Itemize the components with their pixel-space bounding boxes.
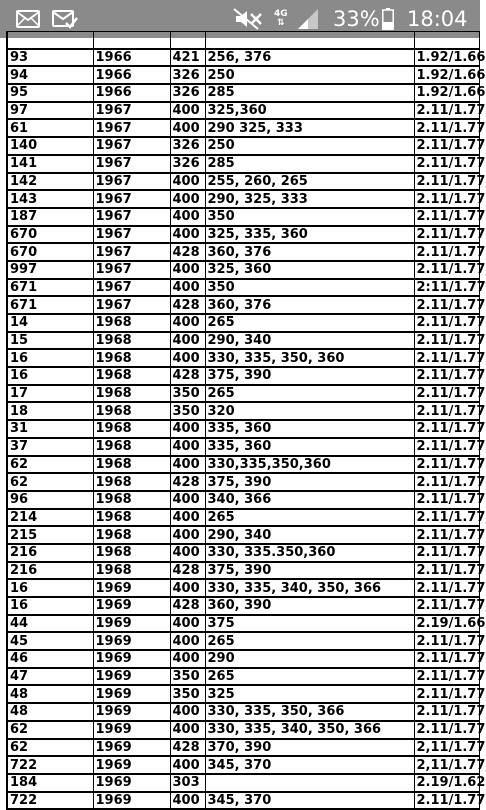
table-cell: 2.11/1.77 xyxy=(414,438,479,456)
table-row xyxy=(7,49,479,67)
table-cell: 47 xyxy=(7,668,93,686)
table-row xyxy=(7,562,479,580)
table-cell: 1969 xyxy=(93,597,170,615)
table-row xyxy=(7,597,479,615)
table-cell: 1969 xyxy=(93,756,170,774)
table-cell: 1967 xyxy=(93,119,170,137)
table-row xyxy=(7,66,479,84)
table-row xyxy=(7,792,479,810)
table-cell: 2:11/1.77 xyxy=(414,279,479,297)
table-cell: 2.11/1.77 xyxy=(414,597,479,615)
table-cell: 16 xyxy=(7,349,93,367)
clock: 18:04 xyxy=(407,7,468,31)
table-cell: 187 xyxy=(7,208,93,226)
table-cell: 2.11/1.77 xyxy=(414,456,479,474)
table-cell: 428 xyxy=(170,243,205,261)
table-cell: 326 xyxy=(170,84,205,102)
table-cell: 2.11/1.77 xyxy=(414,226,479,244)
table-cell: 143 xyxy=(7,190,93,208)
table-cell: 285 xyxy=(205,84,414,102)
table-cell: 2.11/1.77 xyxy=(414,668,479,686)
table-cell xyxy=(205,774,414,792)
table-row xyxy=(7,155,479,173)
table-row xyxy=(7,279,479,297)
table-viewport[interactable] xyxy=(0,38,486,808)
table-cell: 375, 390 xyxy=(205,473,414,491)
table-row xyxy=(7,615,479,633)
table-cell: 1967 xyxy=(93,243,170,261)
table-cell: 400 xyxy=(170,332,205,350)
table-cell: 400 xyxy=(170,491,205,509)
table-cell: 265 xyxy=(205,314,414,332)
table-cell: 1968 xyxy=(93,456,170,474)
table-cell: 1967 xyxy=(93,102,170,120)
table-cell: 345, 370 xyxy=(205,756,414,774)
table-cell: 335, 360 xyxy=(205,420,414,438)
table-cell: 2.11/1.77 xyxy=(414,137,479,155)
table-cell: 335, 360 xyxy=(205,438,414,456)
table-cell: 670 xyxy=(7,243,93,261)
table-cell: 1968 xyxy=(93,544,170,562)
table-cell: 1969 xyxy=(93,703,170,721)
table-cell: 1968 xyxy=(93,491,170,509)
table-cell: 255, 260, 265 xyxy=(205,173,414,191)
table-cell: 31 xyxy=(7,420,93,438)
table-row xyxy=(7,367,479,385)
table-cell: 94 xyxy=(7,66,93,84)
table-cell: 340, 366 xyxy=(205,491,414,509)
data-table xyxy=(6,31,486,810)
table-cell: 350 xyxy=(205,279,414,297)
table-cell: 330, 335, 350, 360 xyxy=(205,349,414,367)
table-cell: 1968 xyxy=(93,526,170,544)
table-row xyxy=(7,685,479,703)
table-cell: 400 xyxy=(170,208,205,226)
table-cell xyxy=(414,32,479,49)
table-cell: 400 xyxy=(170,721,205,739)
table-cell: 2.11/1.77 xyxy=(414,367,479,385)
table-row xyxy=(7,226,479,244)
table-cell: 96 xyxy=(7,491,93,509)
table-row xyxy=(7,668,479,686)
table-cell: 2.11/1.77 xyxy=(414,173,479,191)
table-cell: 671 xyxy=(7,279,93,297)
table-cell: 61 xyxy=(7,119,93,137)
table-row xyxy=(7,721,479,739)
table-cell: 2.11/1.77 xyxy=(414,155,479,173)
table-cell: 62 xyxy=(7,721,93,739)
table-cell: 2.11/1.77 xyxy=(414,119,479,137)
table-cell: 1.92/1.66 xyxy=(414,84,479,102)
table-cell: 2.11/1.77 xyxy=(414,685,479,703)
table-cell: 184 xyxy=(7,774,93,792)
table-cell: 1968 xyxy=(93,385,170,403)
table-cell: 2.11/1.77 xyxy=(414,402,479,420)
table-cell: 16 xyxy=(7,367,93,385)
table-cell: 325,360 xyxy=(205,102,414,120)
table-cell: 320 xyxy=(205,402,414,420)
table-cell: 330,335,350,360 xyxy=(205,456,414,474)
table-cell: 290, 325, 333 xyxy=(205,190,414,208)
table-cell: 216 xyxy=(7,544,93,562)
table-cell: 1966 xyxy=(93,49,170,67)
table-cell: 400 xyxy=(170,119,205,137)
table-cell: 400 xyxy=(170,102,205,120)
table-cell: 1969 xyxy=(93,685,170,703)
table-cell: 722 xyxy=(7,792,93,810)
table-cell xyxy=(205,32,414,49)
table-row xyxy=(7,632,479,650)
table-cell: 400 xyxy=(170,314,205,332)
table-row xyxy=(7,314,479,332)
table-cell: 1.92/1.66 xyxy=(414,49,479,67)
table-cell: 265 xyxy=(205,632,414,650)
table-cell: 15 xyxy=(7,332,93,350)
table-cell: 95 xyxy=(7,84,93,102)
table-cell: 400 xyxy=(170,456,205,474)
table-cell: 428 xyxy=(170,296,205,314)
network-type-label: 4G xyxy=(274,9,288,19)
table-cell: 2.11/1.77 xyxy=(414,632,479,650)
table-cell: 375 xyxy=(205,615,414,633)
table-cell: 290 325, 333 xyxy=(205,119,414,137)
table-cell: 62 xyxy=(7,473,93,491)
table-cell: 93 xyxy=(7,49,93,67)
table-cell: 421 xyxy=(170,49,205,67)
table-row xyxy=(7,385,479,403)
table-cell: 2.19/1.66 xyxy=(414,615,479,633)
table-cell: 215 xyxy=(7,526,93,544)
table-cell: 265 xyxy=(205,509,414,527)
table-cell: 1968 xyxy=(93,332,170,350)
table-row xyxy=(7,544,479,562)
table-cell: 428 xyxy=(170,562,205,580)
table-cell: 285 xyxy=(205,155,414,173)
table-cell: 2.11/1.77 xyxy=(414,544,479,562)
table-cell: 360, 390 xyxy=(205,597,414,615)
table-row xyxy=(7,650,479,668)
table-cell: 62 xyxy=(7,739,93,757)
table-cell: 400 xyxy=(170,650,205,668)
table-cell: 2.11/1.77 xyxy=(414,190,479,208)
table-cell: 1968 xyxy=(93,438,170,456)
table-cell: 256, 376 xyxy=(205,49,414,67)
table-cell: 45 xyxy=(7,632,93,650)
table-cell: 997 xyxy=(7,261,93,279)
table-cell: 2.11/1.77 xyxy=(414,562,479,580)
table-cell: 2.11/1.77 xyxy=(414,473,479,491)
table-cell: 400 xyxy=(170,279,205,297)
table-cell: 400 xyxy=(170,509,205,527)
table-cell: 1966 xyxy=(93,66,170,84)
table-cell: 1968 xyxy=(93,473,170,491)
table-cell: 2.11/1.77 xyxy=(414,349,479,367)
table-row xyxy=(7,473,479,491)
table-cell xyxy=(170,32,205,49)
table-cell: 1967 xyxy=(93,261,170,279)
table-row xyxy=(7,739,479,757)
table-cell: 290 xyxy=(205,650,414,668)
table-cell: 1969 xyxy=(93,632,170,650)
table-cell: 670 xyxy=(7,226,93,244)
table-row xyxy=(7,774,479,792)
table-row xyxy=(7,261,479,279)
table-row xyxy=(7,526,479,544)
table-cell: 290, 340 xyxy=(205,526,414,544)
table-cell: 1967 xyxy=(93,279,170,297)
table-row xyxy=(7,190,479,208)
table-cell: 400 xyxy=(170,526,205,544)
table-cell: 2.11/1.77 xyxy=(414,721,479,739)
table-cell: 350 xyxy=(170,402,205,420)
table-cell: 350 xyxy=(205,208,414,226)
table-cell: 16 xyxy=(7,597,93,615)
table-row xyxy=(7,420,479,438)
table-row xyxy=(7,84,479,102)
table-cell: 62 xyxy=(7,456,93,474)
table-body xyxy=(7,32,486,810)
table-row xyxy=(7,402,479,420)
table-cell: 1967 xyxy=(93,155,170,173)
table-cell: 46 xyxy=(7,650,93,668)
table-cell: 325 xyxy=(205,685,414,703)
table-cell: 1968 xyxy=(93,367,170,385)
table-cell: 400 xyxy=(170,544,205,562)
table-cell: 400 xyxy=(170,615,205,633)
table-cell: 303 xyxy=(170,774,205,792)
table-cell: 1969 xyxy=(93,774,170,792)
table-cell: 1969 xyxy=(93,579,170,597)
table-row xyxy=(7,243,479,261)
table-row-partial xyxy=(7,32,479,49)
table-row xyxy=(7,296,479,314)
table-cell: 265 xyxy=(205,385,414,403)
table-cell: 2.11/1.77 xyxy=(414,208,479,226)
table-row xyxy=(7,491,479,509)
table-cell: 2.11/1.77 xyxy=(414,314,479,332)
table-cell: 1969 xyxy=(93,721,170,739)
table-cell: 1967 xyxy=(93,137,170,155)
table-cell: 350 xyxy=(170,385,205,403)
table-row xyxy=(7,456,479,474)
table-cell: 16 xyxy=(7,579,93,597)
table-cell: 326 xyxy=(170,155,205,173)
table-cell: 14 xyxy=(7,314,93,332)
table-cell: 2.11/1.77 xyxy=(414,792,479,810)
table-cell: 142 xyxy=(7,173,93,191)
table-cell: 2.11/1.77 xyxy=(414,420,479,438)
table-cell: 1968 xyxy=(93,314,170,332)
table-row xyxy=(7,137,479,155)
table-cell: 216 xyxy=(7,562,93,580)
table-cell: 140 xyxy=(7,137,93,155)
table-cell: 400 xyxy=(170,420,205,438)
table-cell: 370, 390 xyxy=(205,739,414,757)
table-cell: 1967 xyxy=(93,226,170,244)
table-cell: 2.11/1.77 xyxy=(414,102,479,120)
table-cell: 1969 xyxy=(93,650,170,668)
table-cell: 1969 xyxy=(93,615,170,633)
table-cell: 400 xyxy=(170,349,205,367)
table-cell: 48 xyxy=(7,685,93,703)
table-cell: 330, 335, 340, 350, 366 xyxy=(205,721,414,739)
table-cell: 37 xyxy=(7,438,93,456)
table-cell: 400 xyxy=(170,632,205,650)
table-cell: 2.11/1.77 xyxy=(414,261,479,279)
table-cell: 1967 xyxy=(93,296,170,314)
table-row xyxy=(7,756,479,774)
table-row xyxy=(7,102,479,120)
table-cell: 330, 335.350,360 xyxy=(205,544,414,562)
table-cell: 360, 376 xyxy=(205,296,414,314)
table-cell: 2.19/1.62 xyxy=(414,774,479,792)
table-cell: 250 xyxy=(205,137,414,155)
table-cell: 428 xyxy=(170,597,205,615)
table-cell: 375, 390 xyxy=(205,367,414,385)
table-cell: 1.92/1.66 xyxy=(414,66,479,84)
table-cell: 1967 xyxy=(93,208,170,226)
table-cell: 2.11/1.77 xyxy=(414,296,479,314)
table-cell: 141 xyxy=(7,155,93,173)
table-cell: 1968 xyxy=(93,562,170,580)
table-row xyxy=(7,332,479,350)
table-cell: 400 xyxy=(170,579,205,597)
table-cell: 18 xyxy=(7,402,93,420)
table-cell: 2.11/1.77 xyxy=(414,650,479,668)
table-cell: 1967 xyxy=(93,190,170,208)
table-row xyxy=(7,509,479,527)
table-cell: 400 xyxy=(170,261,205,279)
table-cell: 48 xyxy=(7,703,93,721)
table-cell: 400 xyxy=(170,173,205,191)
table-cell: 2.11/1.77 xyxy=(414,332,479,350)
table-cell: 400 xyxy=(170,190,205,208)
table-cell: 671 xyxy=(7,296,93,314)
table-cell: 290, 340 xyxy=(205,332,414,350)
table-cell: 330, 335, 340, 350, 366 xyxy=(205,579,414,597)
table-cell: 97 xyxy=(7,102,93,120)
table-cell: 400 xyxy=(170,226,205,244)
table-cell: 2.11/1.77 xyxy=(414,491,479,509)
table-cell: 400 xyxy=(170,756,205,774)
table-row xyxy=(7,119,479,137)
table-cell: 360, 376 xyxy=(205,243,414,261)
table-cell: 1968 xyxy=(93,349,170,367)
table-cell: 325, 335, 360 xyxy=(205,226,414,244)
table-cell: 44 xyxy=(7,615,93,633)
table-row xyxy=(7,173,479,191)
table-cell: 326 xyxy=(170,66,205,84)
table-cell: 400 xyxy=(170,792,205,810)
data-arrows-icon: ⇅ xyxy=(277,18,285,28)
table-cell: 400 xyxy=(170,438,205,456)
table-cell: 1969 xyxy=(93,739,170,757)
table-cell: 2.11/1.77 xyxy=(414,509,479,527)
table-cell: 375, 390 xyxy=(205,562,414,580)
table-cell: 2,11/1.77 xyxy=(414,739,479,757)
table-cell: 1967 xyxy=(93,173,170,191)
table-cell: 722 xyxy=(7,756,93,774)
table-cell: 1969 xyxy=(93,668,170,686)
table-cell: 1968 xyxy=(93,402,170,420)
table-cell: 345, 370 xyxy=(205,792,414,810)
table-cell: 400 xyxy=(170,703,205,721)
table-cell: 2,11/1.77 xyxy=(414,756,479,774)
table-cell: 1966 xyxy=(93,84,170,102)
table-cell xyxy=(93,32,170,49)
table-row xyxy=(7,703,479,721)
table-cell: 214 xyxy=(7,509,93,527)
table-cell: 2.11/1.77 xyxy=(414,385,479,403)
table-cell: 2.11/1.77 xyxy=(414,579,479,597)
table-cell: 326 xyxy=(170,137,205,155)
table-cell: 2.11/1.77 xyxy=(414,703,479,721)
table-cell: 2.11/1.77 xyxy=(414,243,479,261)
table-cell: 17 xyxy=(7,385,93,403)
battery-percent: 33% xyxy=(333,7,380,31)
table-cell xyxy=(7,32,93,49)
table-cell: 1968 xyxy=(93,509,170,527)
table-cell: 265 xyxy=(205,668,414,686)
table-cell: 325, 360 xyxy=(205,261,414,279)
table-cell: 350 xyxy=(170,685,205,703)
table-row xyxy=(7,579,479,597)
table-row xyxy=(7,349,479,367)
table-cell: 428 xyxy=(170,367,205,385)
table-cell: 2.11/1.77 xyxy=(414,526,479,544)
table-row xyxy=(7,438,479,456)
table-cell: 1968 xyxy=(93,420,170,438)
table-cell: 250 xyxy=(205,66,414,84)
table-cell: 350 xyxy=(170,668,205,686)
table-cell: 428 xyxy=(170,739,205,757)
table-cell: 428 xyxy=(170,473,205,491)
table-cell: 1969 xyxy=(93,792,170,810)
table-cell: 330, 335, 350, 366 xyxy=(205,703,414,721)
table-row xyxy=(7,208,479,226)
